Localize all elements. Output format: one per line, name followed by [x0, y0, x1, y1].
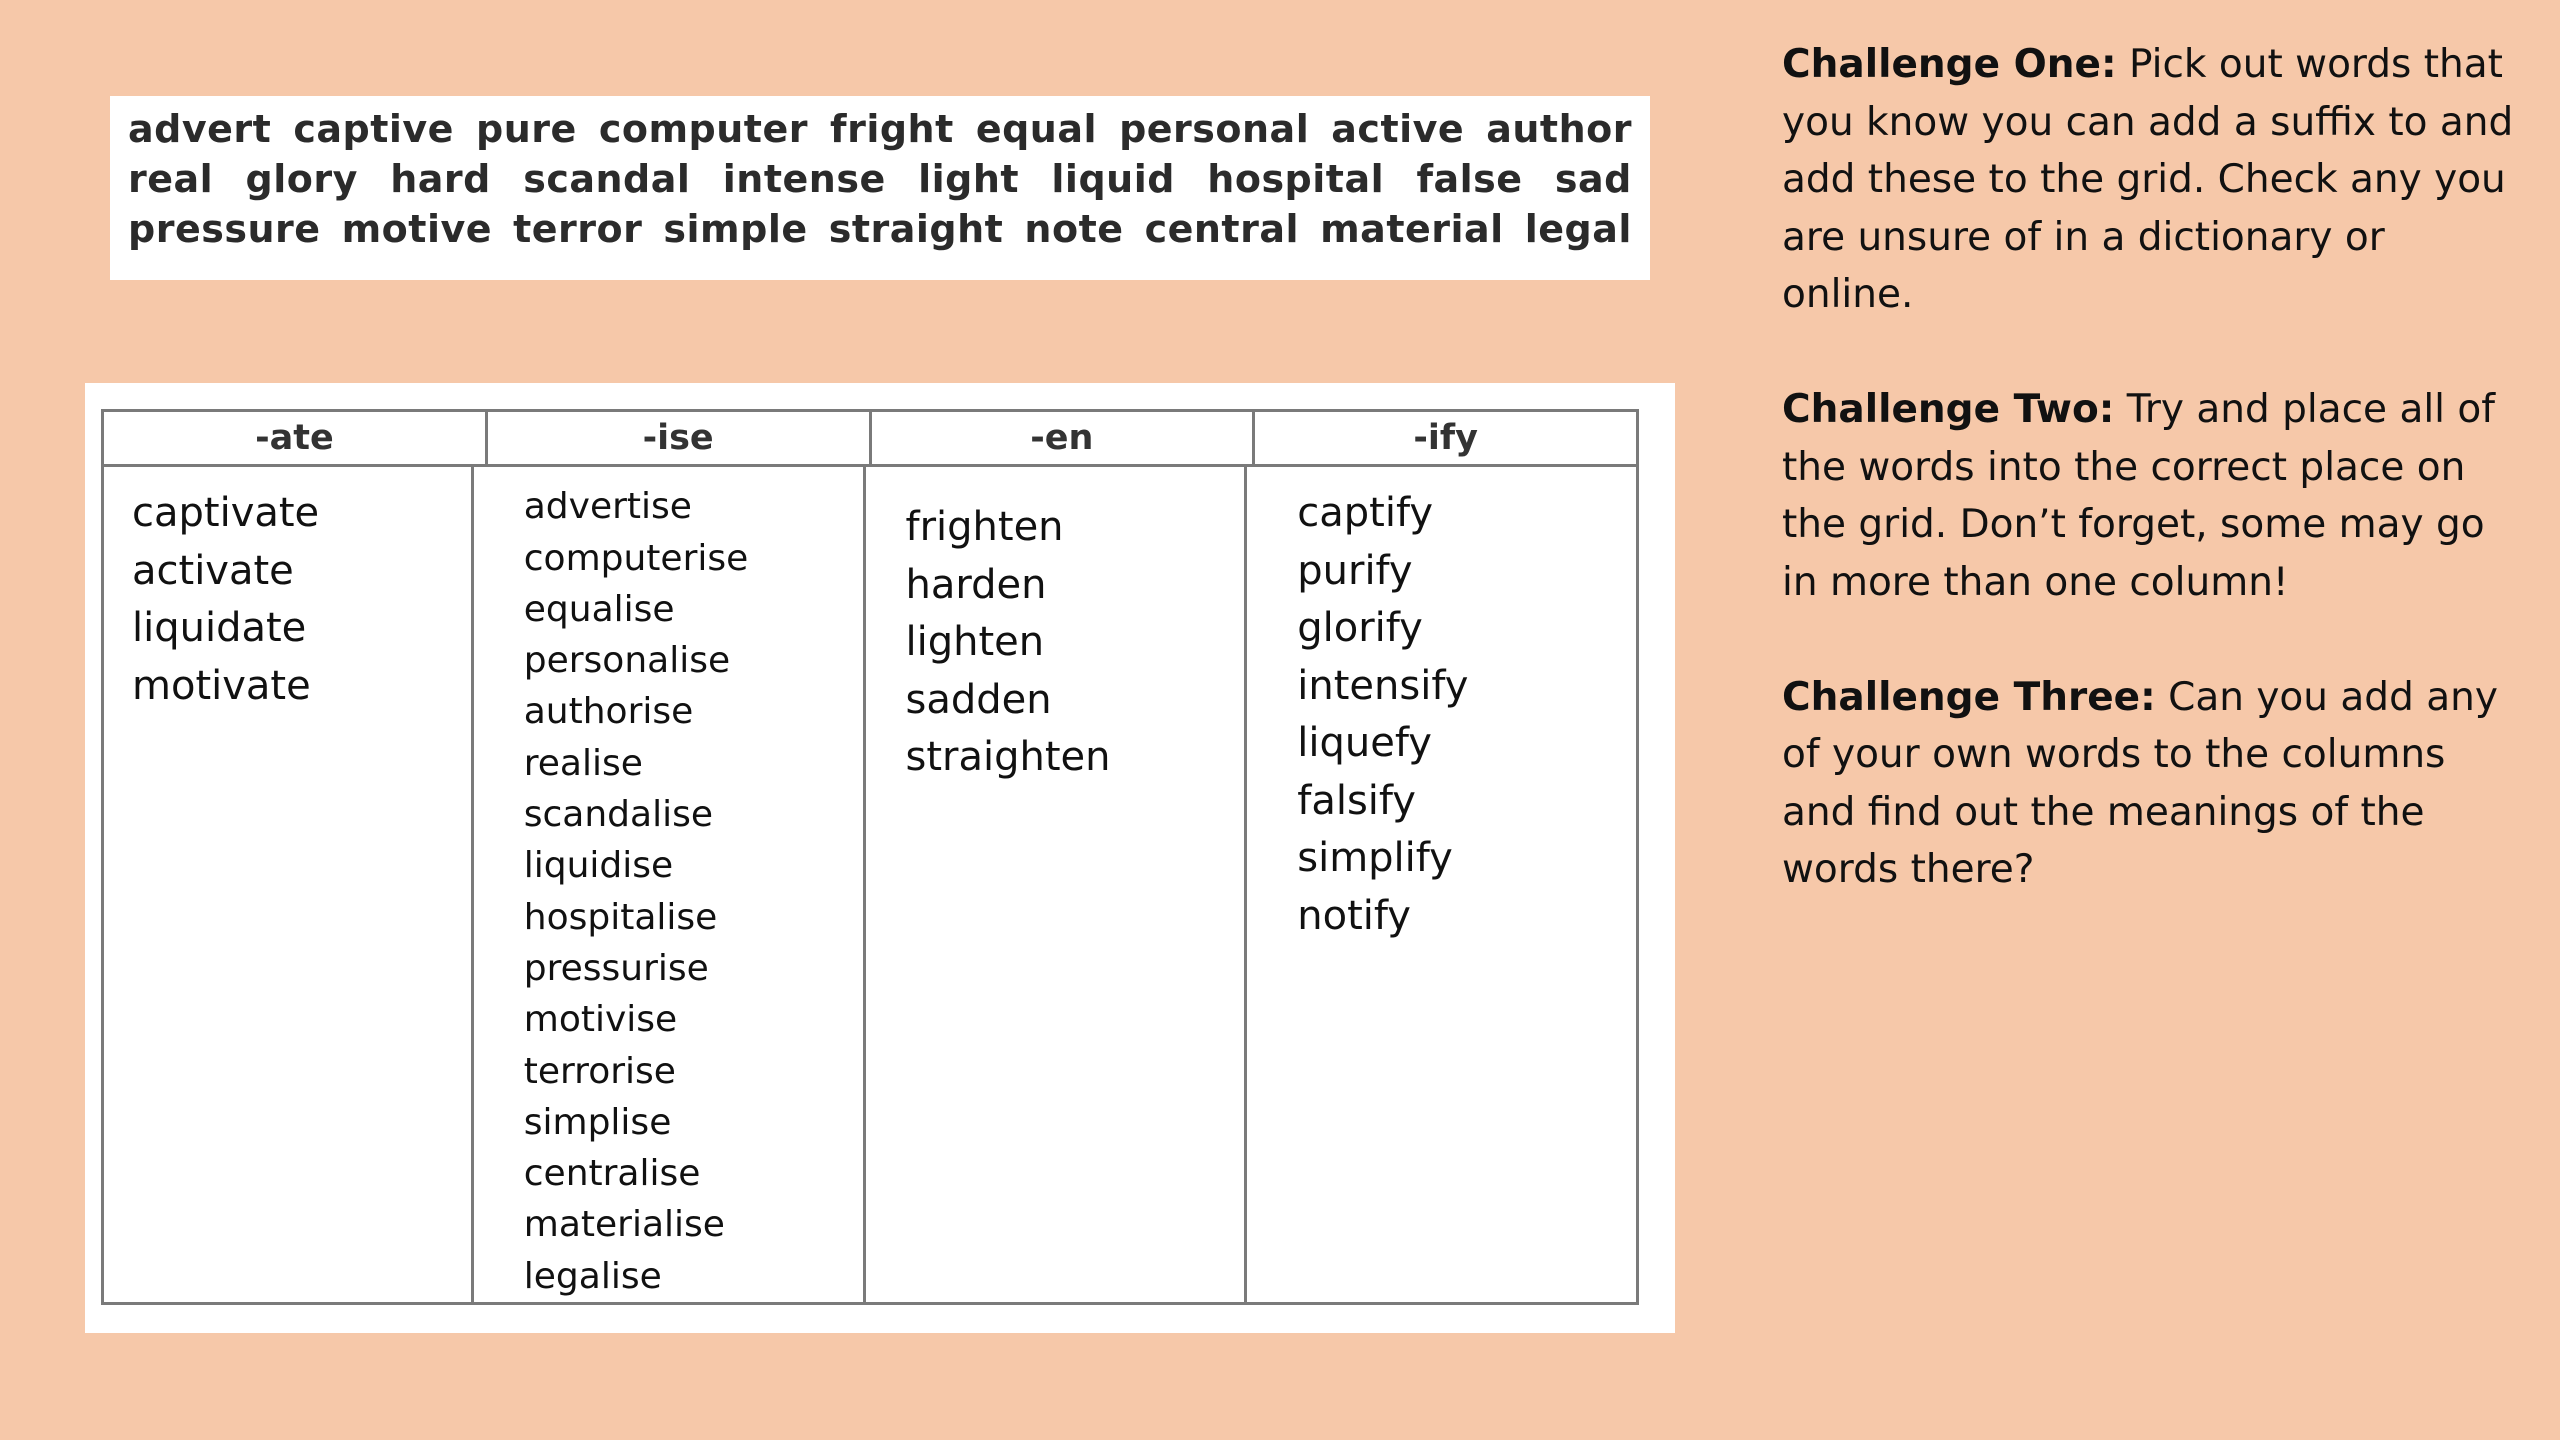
word-bank-word: author	[1486, 107, 1632, 151]
grid-word: motivise	[523, 999, 678, 1041]
grid-word: liquidate	[132, 605, 307, 652]
word-bank-word: glory	[245, 157, 358, 201]
grid-word: straighten	[905, 734, 1111, 781]
grid-word: liquidise	[523, 845, 674, 887]
grid-word: liquefy	[1297, 720, 1432, 767]
word-bank-word: equal	[975, 107, 1098, 151]
grid-word: captivate	[132, 490, 320, 537]
grid-word: notify	[1297, 892, 1411, 939]
grid-word: materialise	[523, 1204, 725, 1246]
grid-word: advertise	[523, 486, 692, 528]
suffix-table-body	[104, 467, 1636, 1302]
column-header-ate: -ate	[104, 412, 488, 464]
grid-word: equalise	[523, 588, 675, 630]
column-header-ify: -ify	[1413, 418, 1478, 459]
grid-word: purify	[1297, 547, 1413, 594]
grid-word: authorise	[523, 691, 694, 733]
challenge-title: Challenge Two:	[1782, 387, 2115, 432]
challenge-title: Challenge One:	[1782, 42, 2117, 87]
grid-word: scandalise	[523, 794, 713, 836]
column-ise	[474, 467, 866, 1302]
grid-word: captify	[1297, 490, 1433, 537]
word-bank	[110, 96, 1650, 280]
grid-word: simplify	[1297, 835, 1453, 882]
word-bank-word: false	[1416, 157, 1523, 201]
word-bank-word: intense	[722, 157, 886, 201]
grid-word: harden	[905, 561, 1047, 608]
suffix-grid-panel	[85, 383, 1675, 1333]
grid-word: terrorise	[523, 1050, 676, 1092]
grid-word: activate	[132, 547, 294, 594]
word-bank-word: pure	[476, 107, 577, 151]
word-bank-word: personal	[1119, 107, 1310, 151]
column-ate	[104, 467, 474, 1302]
word-bank-row	[128, 104, 1632, 154]
word-bank-word: motive	[341, 207, 493, 251]
word-bank-word: hospital	[1207, 157, 1385, 201]
word-bank-row	[128, 154, 1632, 204]
grid-word: computerise	[523, 537, 749, 579]
word-bank-word: advert	[128, 107, 272, 151]
grid-word: motivate	[132, 662, 311, 709]
grid-word: centralise	[523, 1153, 701, 1195]
grid-word: intensify	[1297, 662, 1469, 709]
word-bank-word: central	[1144, 207, 1300, 251]
challenge-title: Challenge Three:	[1782, 674, 2156, 720]
word-bank-word: straight	[828, 207, 1004, 251]
suffix-table	[101, 409, 1639, 1305]
word-bank-row	[128, 204, 1632, 254]
grid-word: simplise	[523, 1101, 672, 1143]
word-bank-word: scandal	[523, 157, 691, 201]
word-bank-word: simple	[663, 207, 808, 251]
challenge-two	[1782, 381, 2522, 611]
challenge-three	[1782, 669, 2522, 899]
word-bank-word: computer	[598, 107, 808, 151]
word-bank-word: liquid	[1051, 157, 1175, 201]
word-bank-word: note	[1024, 207, 1124, 251]
grid-word: frighten	[905, 504, 1064, 551]
grid-word: glorify	[1297, 605, 1423, 652]
column-ify	[1247, 467, 1636, 1302]
grid-word: realise	[523, 742, 643, 784]
grid-word: pressurise	[523, 947, 709, 989]
grid-word: falsify	[1297, 777, 1416, 824]
column-en	[866, 467, 1248, 1302]
word-bank-word: real	[128, 157, 214, 201]
challenges-panel	[1782, 36, 2522, 956]
column-header-en: -en	[872, 412, 1256, 464]
challenge-text: Try and place all of the words into the correct place on the grid. Don’t forget, some may go in more than one column!	[1782, 387, 2496, 605]
word-bank-word: captive	[293, 107, 454, 151]
word-bank-word: active	[1331, 107, 1465, 151]
word-bank-word: sad	[1554, 157, 1632, 201]
word-bank-word: material	[1320, 207, 1504, 251]
word-bank-word: fright	[830, 107, 954, 151]
challenge-text: Can you add any of your own words to the columns and find out the meanings of the words there?	[1782, 674, 2498, 892]
word-bank-word: pressure	[128, 207, 321, 251]
word-bank-word: terror	[513, 207, 643, 251]
word-bank-word: hard	[390, 157, 491, 201]
grid-word: lighten	[905, 619, 1045, 666]
grid-word: personalise	[523, 640, 731, 682]
challenge-text: Pick out words that you know you can add a suffix to and add these to the grid. Check any you are unsure of in a dictionary or online.	[1782, 42, 2514, 317]
word-bank-word: legal	[1524, 207, 1632, 251]
grid-word: sadden	[905, 676, 1052, 723]
grid-word: legalise	[523, 1255, 662, 1297]
word-bank-word: light	[918, 157, 1020, 201]
challenge-one	[1782, 36, 2522, 324]
column-header-ise: -ise	[488, 412, 872, 464]
suffix-table-header	[104, 412, 1636, 467]
grid-word: hospitalise	[523, 896, 718, 938]
